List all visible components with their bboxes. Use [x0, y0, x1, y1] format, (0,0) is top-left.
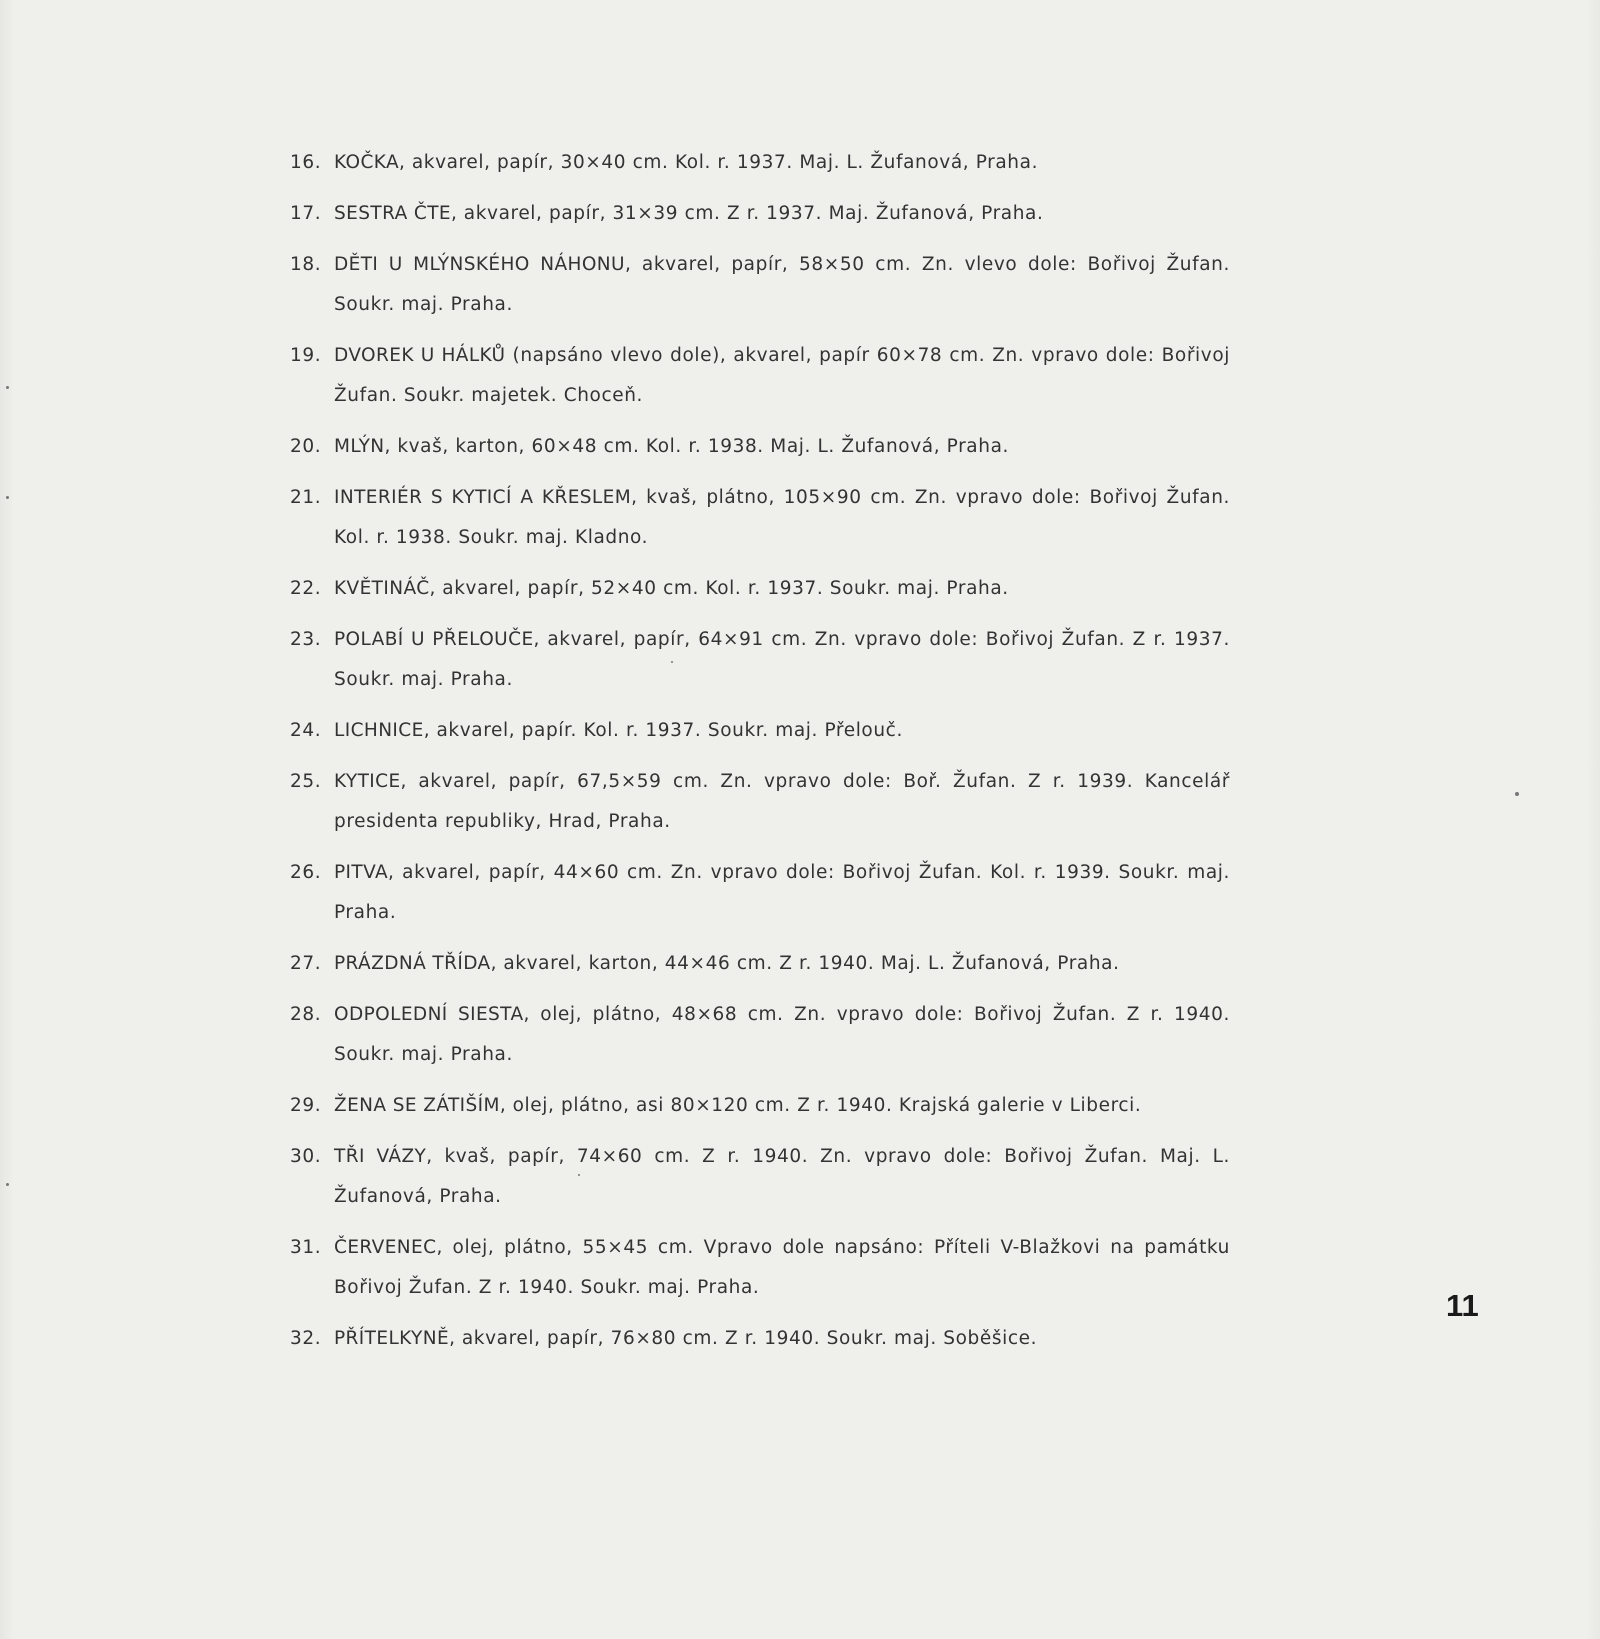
paper-speck [1515, 792, 1519, 796]
entry-description: olej, plátno, asi 80×120 cm. Z r. 1940. Krajská galerie v Liberci. [506, 1095, 1142, 1116]
catalog-entry-17 [290, 194, 1230, 234]
entry-title: KYTICE, [334, 771, 407, 792]
catalog-entry-30 [290, 1137, 1230, 1217]
page-number: 11 [1446, 1288, 1479, 1323]
catalog-entry-26 [290, 853, 1230, 933]
entry-number: 19. [290, 345, 322, 366]
entry-number: 30. [290, 1146, 322, 1167]
entry-description: akvarel, papír, 58×50 cm. Zn. vlevo dole: Bořivoj Žufan. Soukr. maj. Praha. [334, 254, 1230, 315]
entry-title: KVĚTINÁČ, [334, 578, 436, 599]
entry-number: 18. [290, 254, 322, 275]
entry-description: akvarel, papír, 67,5×59 cm. Zn. vpravo dole: Boř. Žufan. Z r. 1939. Kancelář presidenta republiky, Hrad, Praha. [334, 771, 1230, 832]
entry-description: (napsáno vlevo dole), akvarel, papír 60×78 cm. Zn. vpravo dole: Bořivoj Žufan. Soukr. majetek. Choceň. [334, 345, 1230, 406]
entry-description: olej, plátno, 55×45 cm. Vpravo dole napsáno: Příteli V-Blažkovi na památku Bořivoj Žufan. Z r. 1940. Soukr. maj. Praha. [334, 1237, 1230, 1298]
entry-title: ODPOLEDNÍ SIESTA, [334, 1004, 530, 1025]
entry-title: MLÝN, [334, 436, 391, 457]
entry-title: POLABÍ U PŘELOUČE, [334, 629, 540, 650]
paper-speck [6, 496, 9, 499]
paper-speck [6, 386, 9, 389]
catalog-entry-23 [290, 620, 1230, 700]
catalog-entry-22 [290, 569, 1230, 609]
entry-description: kvaš, karton, 60×48 cm. Kol. r. 1938. Maj. L. Žufanová, Praha. [390, 436, 1009, 457]
entry-title: PRÁZDNÁ TŘÍDA, [334, 953, 497, 974]
entry-text [334, 569, 1230, 609]
entry-text [334, 143, 1230, 183]
entry-description: akvarel, papír, 30×40 cm. Kol. r. 1937. Maj. L. Žufanová, Praha. [405, 152, 1039, 173]
entry-number: 23. [290, 629, 322, 650]
entry-number: 31. [290, 1237, 322, 1258]
entry-text [334, 1137, 1230, 1217]
paper-speck [578, 1174, 580, 1176]
catalog-entry-32 [290, 1319, 1230, 1359]
entry-text [334, 762, 1230, 842]
entry-description: akvarel, papír, 31×39 cm. Z r. 1937. Maj. Žufanová, Praha. [457, 203, 1044, 224]
entry-text [334, 194, 1230, 234]
entry-title: ČERVENEC, [334, 1237, 443, 1258]
catalog-entry-27 [290, 944, 1230, 984]
entry-title: SESTRA ČTE, [334, 203, 458, 224]
entry-description: akvarel, karton, 44×46 cm. Z r. 1940. Maj. L. Žufanová, Praha. [496, 953, 1120, 974]
entry-title: KOČKA, [334, 152, 406, 173]
entry-number: 26. [290, 862, 322, 883]
catalog-entry-31 [290, 1228, 1230, 1308]
entry-title: DĚTI U MLÝNSKÉHO NÁHONU, [334, 254, 632, 275]
entry-number: 20. [290, 436, 322, 457]
entry-text [334, 478, 1230, 558]
entry-text [334, 711, 1230, 751]
entry-number: 32. [290, 1328, 322, 1349]
entry-text [334, 336, 1230, 416]
entry-description: akvarel, papír, 64×91 cm. Zn. vpravo dole: Bořivoj Žufan. Z r. 1937. Soukr. maj. Praha. [334, 629, 1230, 690]
entry-number: 29. [290, 1095, 322, 1116]
entry-description: akvarel, papír, 44×60 cm. Zn. vpravo dole: Bořivoj Žufan. Kol. r. 1939. Soukr. maj. Praha. [334, 862, 1230, 923]
entry-description: akvarel, papír, 76×80 cm. Z r. 1940. Soukr. maj. Soběšice. [455, 1328, 1038, 1349]
entry-title: INTERIÉR S KYTICÍ A KŘESLEM, [334, 487, 638, 508]
entry-text [334, 427, 1230, 467]
entry-description: akvarel, papír, 52×40 cm. Kol. r. 1937. Soukr. maj. Praha. [435, 578, 1009, 599]
catalog-entry-20 [290, 427, 1230, 467]
catalog-entry-25 [290, 762, 1230, 842]
entry-number: 27. [290, 953, 322, 974]
catalog-entry-16 [290, 143, 1230, 183]
entry-title: PŘÍTELKYNĚ, [334, 1328, 456, 1349]
catalog-entry-19 [290, 336, 1230, 416]
catalog-list [290, 143, 1230, 1370]
entry-number: 25. [290, 771, 322, 792]
entry-text [334, 1086, 1230, 1126]
entry-description: kvaš, plátno, 105×90 cm. Zn. vpravo dole: Bořivoj Žufan. Kol. r. 1938. Soukr. maj. Kladno. [334, 487, 1230, 548]
entry-number: 21. [290, 487, 322, 508]
paper-speck [671, 661, 673, 663]
entry-number: 22. [290, 578, 322, 599]
entry-text [334, 944, 1230, 984]
entry-number: 24. [290, 720, 322, 741]
entry-title: PITVA, [334, 862, 395, 883]
entry-text [334, 1228, 1230, 1308]
entry-description: kvaš, papír, 74×60 cm. Z r. 1940. Zn. vpravo dole: Bořivoj Žufan. Maj. L. Žufanová, Praha. [334, 1146, 1230, 1207]
entry-number: 28. [290, 1004, 322, 1025]
catalog-entry-29 [290, 1086, 1230, 1126]
entry-text [334, 995, 1230, 1075]
catalog-entry-18 [290, 245, 1230, 325]
entry-number: 17. [290, 203, 322, 224]
entry-title: ŽENA SE ZÁTIŠÍM, [334, 1095, 507, 1116]
catalog-entry-28 [290, 995, 1230, 1075]
catalog-entry-24 [290, 711, 1230, 751]
paper-speck [6, 1183, 9, 1186]
entry-title: DVOREK U HÁLKŮ [334, 345, 506, 366]
entry-title: TŘI VÁZY, [334, 1146, 433, 1167]
entry-text [334, 1319, 1230, 1359]
entry-description: akvarel, papír. Kol. r. 1937. Soukr. maj. Přelouč. [429, 720, 903, 741]
entry-description: olej, plátno, 48×68 cm. Zn. vpravo dole: Bořivoj Žufan. Z r. 1940. Soukr. maj. Praha. [334, 1004, 1230, 1065]
entry-text [334, 853, 1230, 933]
entry-title: LICHNICE, [334, 720, 430, 741]
entry-text [334, 245, 1230, 325]
catalog-entry-21 [290, 478, 1230, 558]
entry-number: 16. [290, 152, 322, 173]
entry-text [334, 620, 1230, 700]
